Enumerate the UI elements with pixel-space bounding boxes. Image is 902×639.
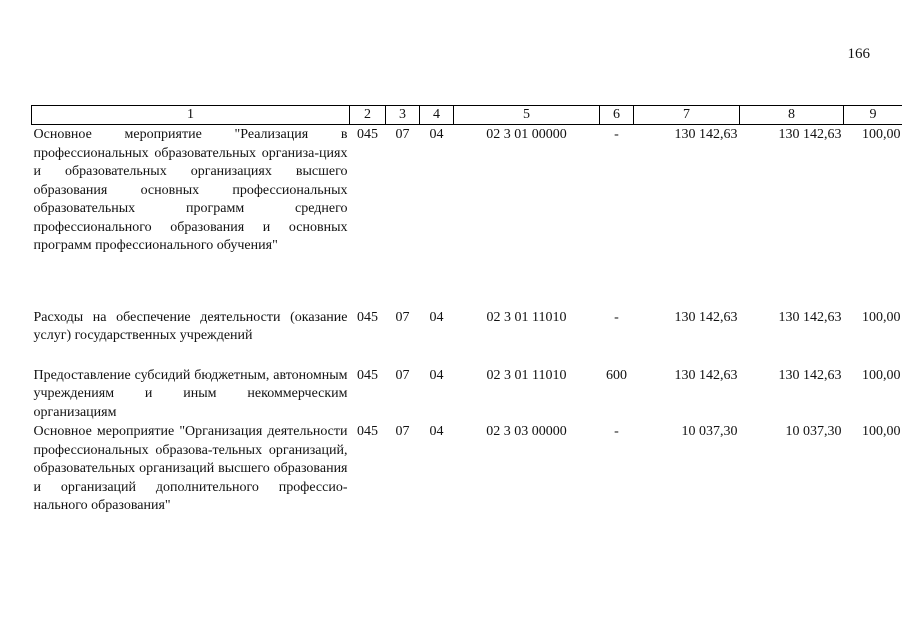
column-header: 3 <box>386 106 420 125</box>
column-header: 8 <box>740 106 844 125</box>
cell-amount-actual: 130 142,63 <box>778 309 842 325</box>
cell-code: 045 <box>357 309 378 325</box>
cell-expense-type: 600 <box>606 367 627 383</box>
table-row <box>32 125 902 308</box>
budget-table <box>31 105 902 516</box>
column-header: 1 <box>32 106 350 125</box>
cell-percent: 100,00 <box>862 424 901 439</box>
row-description: Предоставление субсидий бюджетным, автономным учреждениям и иным некоммерческим организациям <box>33 367 348 420</box>
column-header: 5 <box>454 106 600 125</box>
cell-section: 07 <box>395 127 410 142</box>
cell-percent: 100,00 <box>862 127 901 142</box>
cell-code: 045 <box>357 127 378 142</box>
cell-percent: 100,00 <box>862 367 901 383</box>
row-description: Основное мероприятие "Организация деятельности профессиональных образова-тельных организаций, образовательных организаций высшего образования и организаций дополнительного профессио-нального образования" <box>33 424 348 513</box>
page-number: 166 <box>847 46 870 62</box>
cell-expense-type: - <box>614 127 619 142</box>
cell-amount-actual: 130 142,63 <box>778 367 842 383</box>
column-header: 7 <box>634 106 740 125</box>
cell-expense-type: - <box>614 309 619 325</box>
cell-code: 045 <box>357 367 378 383</box>
column-header: 2 <box>350 106 386 125</box>
cell-section: 07 <box>395 424 410 439</box>
cell-subsection: 04 <box>429 367 444 383</box>
cell-subsection: 04 <box>429 424 444 439</box>
cell-amount-plan: 130 142,63 <box>674 127 738 142</box>
cell-amount-actual: 10 037,30 <box>785 424 842 439</box>
cell-amount-actual: 130 142,63 <box>778 127 842 142</box>
column-header: 4 <box>420 106 454 125</box>
cell-amount-plan: 130 142,63 <box>674 367 738 383</box>
cell-percent: 100,00 <box>862 309 901 325</box>
table-row <box>32 308 902 366</box>
cell-amount-plan: 130 142,63 <box>674 309 738 325</box>
cell-amount-plan: 10 037,30 <box>681 424 738 439</box>
row-description: Расходы на обеспечение деятельности (оказание услуг) государственных учреждений <box>33 309 348 343</box>
table-row <box>32 366 902 423</box>
cell-expense-type: - <box>614 424 619 439</box>
row-description: Основное мероприятие "Реализация в профессиональных образовательных организа-циях и образовательных организациях высшего образования основных профессиональных образовательных программ среднего профессионального образования и основных программ профессионального обучения" <box>33 127 348 253</box>
table-row <box>32 422 902 516</box>
cell-subsection: 04 <box>429 309 444 325</box>
column-header: 6 <box>600 106 634 125</box>
cell-target-article: 02 3 03 00000 <box>486 424 567 439</box>
cell-target-article: 02 3 01 11010 <box>486 309 567 325</box>
cell-section: 07 <box>395 309 410 325</box>
cell-target-article: 02 3 01 00000 <box>486 127 567 142</box>
cell-target-article: 02 3 01 11010 <box>486 367 567 383</box>
cell-subsection: 04 <box>429 127 444 142</box>
cell-code: 045 <box>357 424 378 439</box>
column-header: 9 <box>844 106 902 125</box>
table-header-row <box>32 106 902 125</box>
cell-section: 07 <box>395 367 410 383</box>
